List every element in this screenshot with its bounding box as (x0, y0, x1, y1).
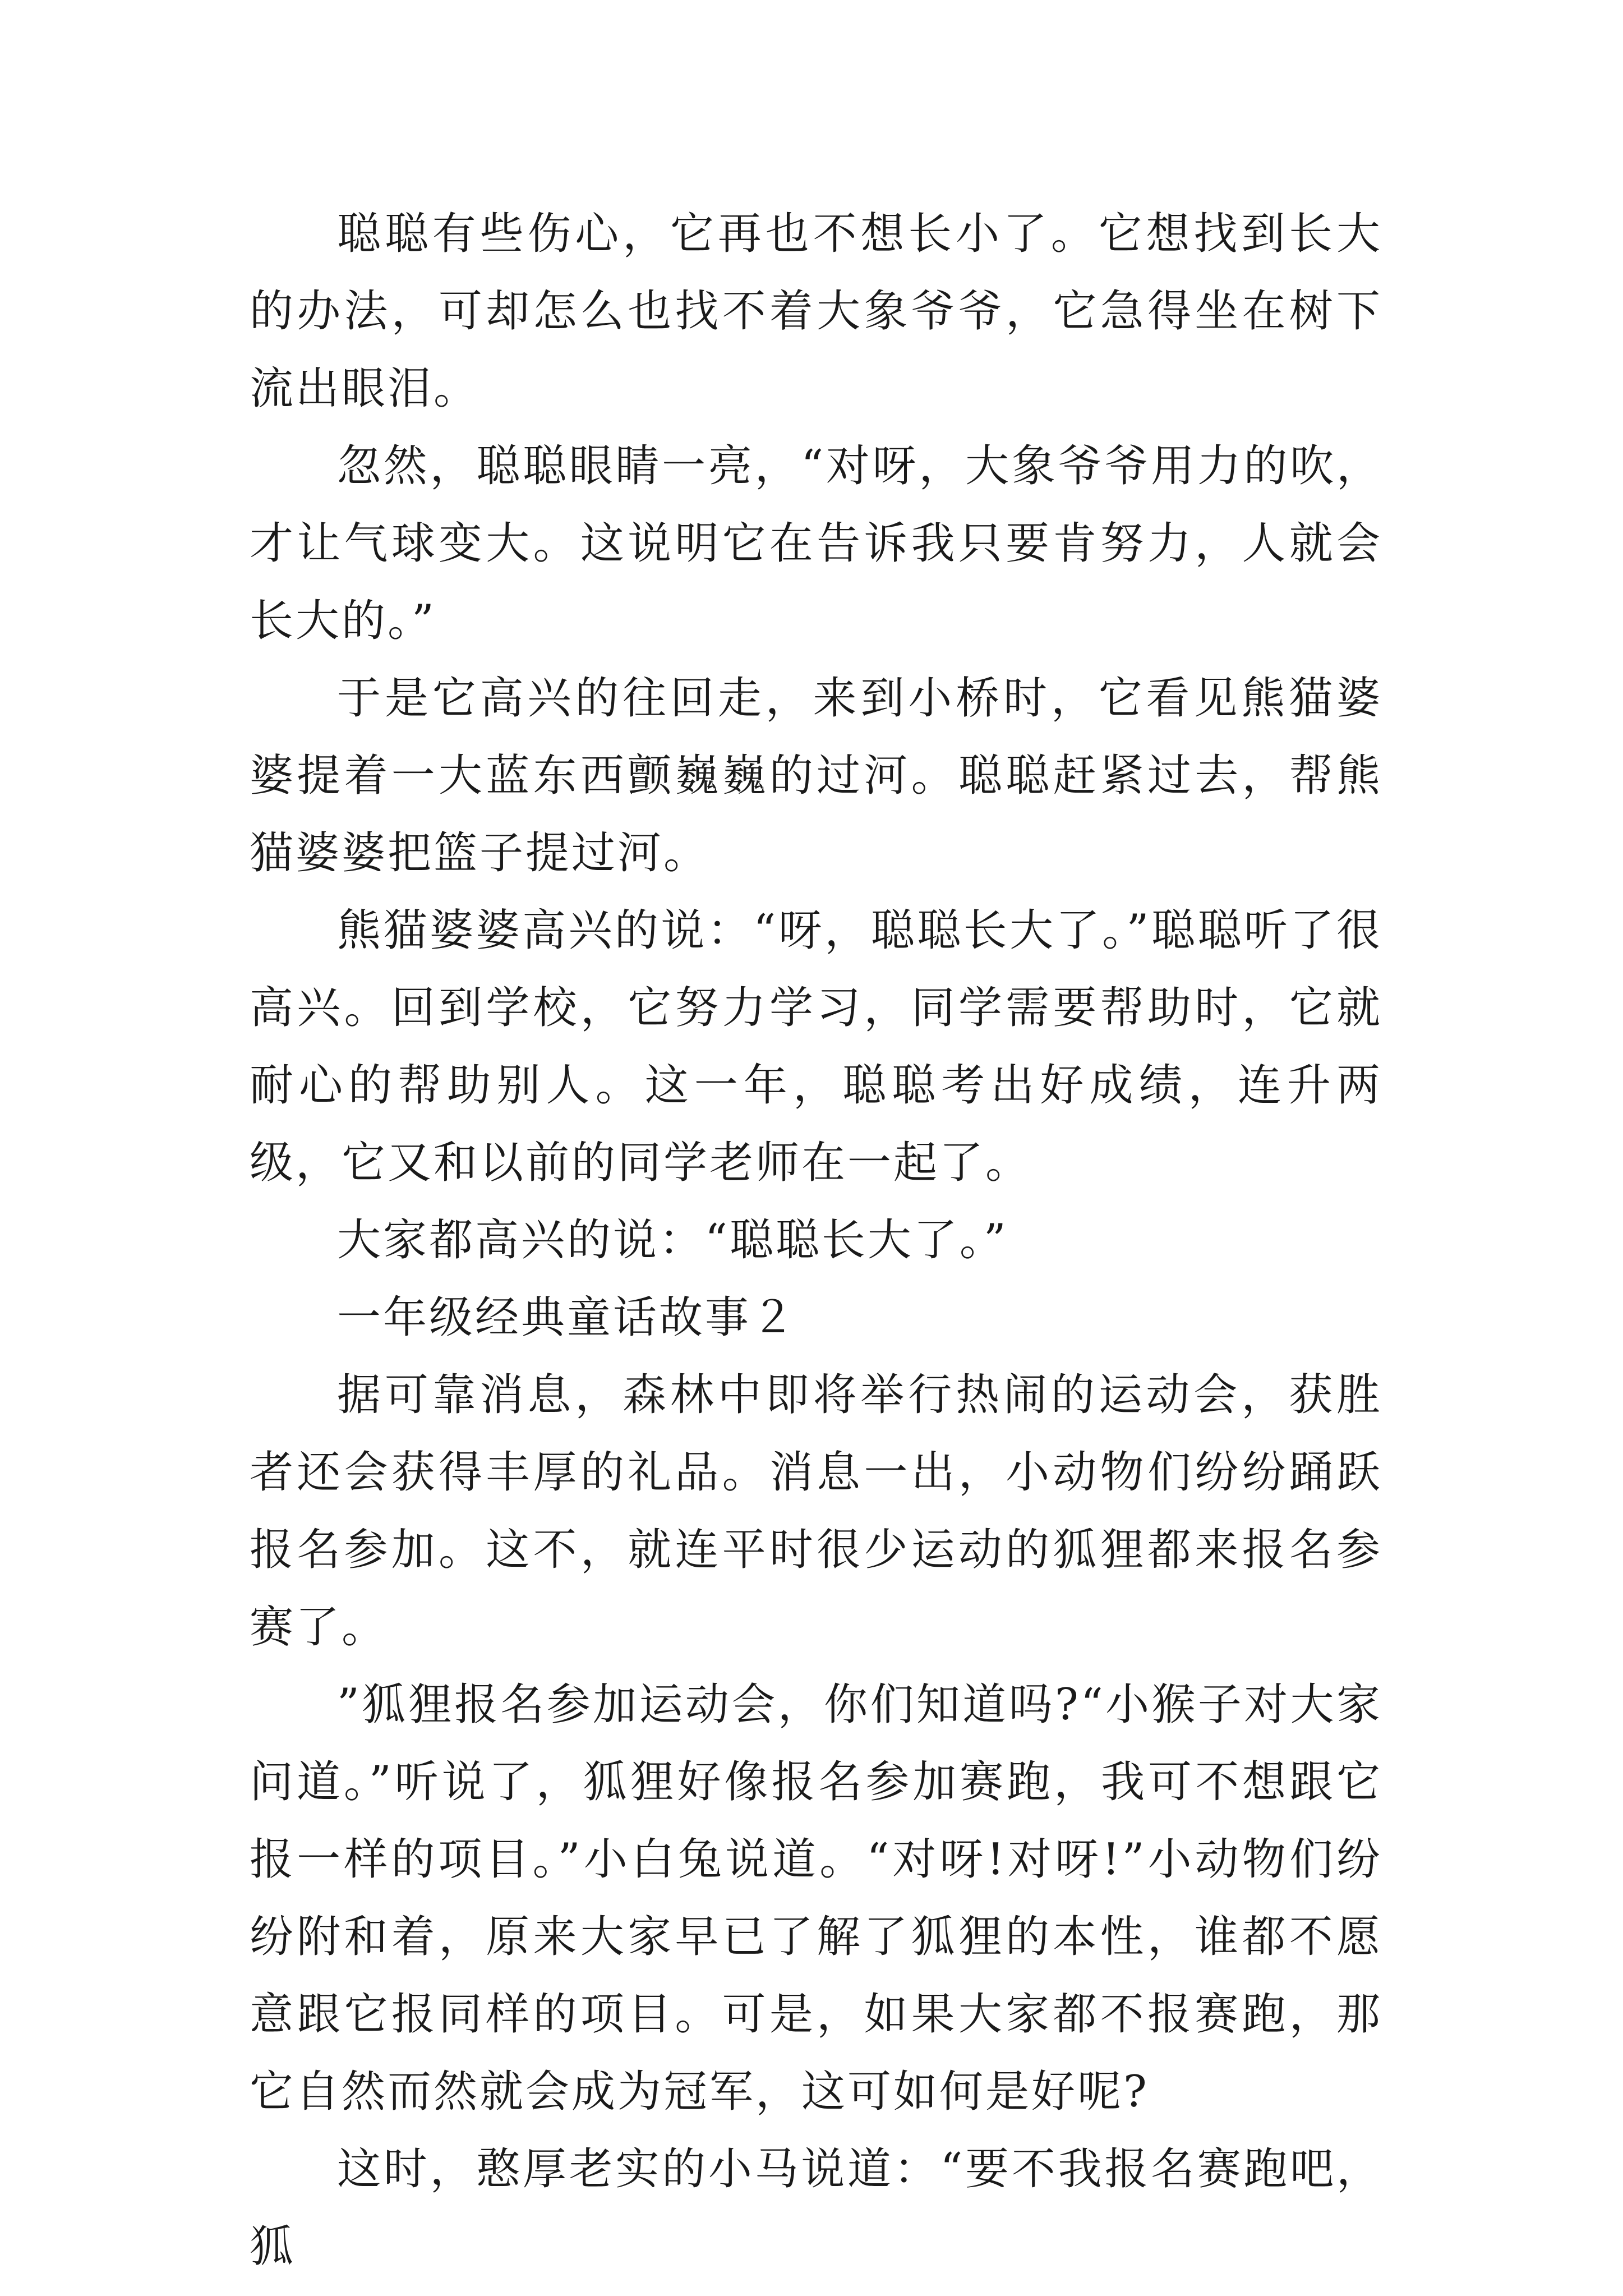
paragraph: 忽然，聪聪眼睛一亮，“对呀，大象爷爷用力的吹，才让气球变大。这说明它在告诉我只要肯努力，人就会长大的。” (250, 441, 1382, 646)
paragraph: 据可靠消息，森林中即将举行热闹的运动会，获胜者还会获得丰厚的礼品。消息一出，小动物们纷纷踊跃报名参加。这不，就连平时很少运动的狐狸都来报名参赛了。 (250, 1370, 1382, 1653)
paragraph: ”狐狸报名参加运动会，你们知道吗?“小猴子对大家问道。”听说了，狐狸好像报名参加赛跑，我可不想跟它报一样的项目。”小白兔说道。“对呀!对呀!”小动物们纷纷附和着，原来大家早已了解了狐狸的本性，谁都不愿意跟它报同样的项目。可是，如果大家都不报赛跑，那它自然而然就会成为冠军，这可如何是好呢? (250, 1680, 1382, 2117)
document-body (250, 195, 1382, 2285)
paragraph: 熊猫婆婆高兴的说：“呀，聪聪长大了。”聪聪听了很高兴。回到学校，它努力学习，同学需要帮助时，它就耐心的帮助别人。这一年，聪聪考出好成绩，连升两级，它又和以前的同学老师在一起了。 (250, 905, 1382, 1188)
paragraph: 于是它高兴的往回走，来到小桥时，它看见熊猫婆婆提着一大蓝东西颤巍巍的过河。聪聪赶紧过去，帮熊猫婆婆把篮子提过河。 (250, 673, 1382, 878)
story-heading: 一年级经典童话故事２ (337, 1292, 797, 1343)
paragraph: 聪聪有些伤心，它再也不想长小了。它想找到长大的办法，可却怎么也找不着大象爷爷，它急得坐在树下流出眼泪。 (250, 209, 1382, 414)
paragraph: 这时，憨厚老实的小马说道：“要不我报名赛跑吧，狐 (250, 2144, 1382, 2272)
paragraph: 大家都高兴的说：“聪聪长大了。” (337, 1215, 1008, 1266)
